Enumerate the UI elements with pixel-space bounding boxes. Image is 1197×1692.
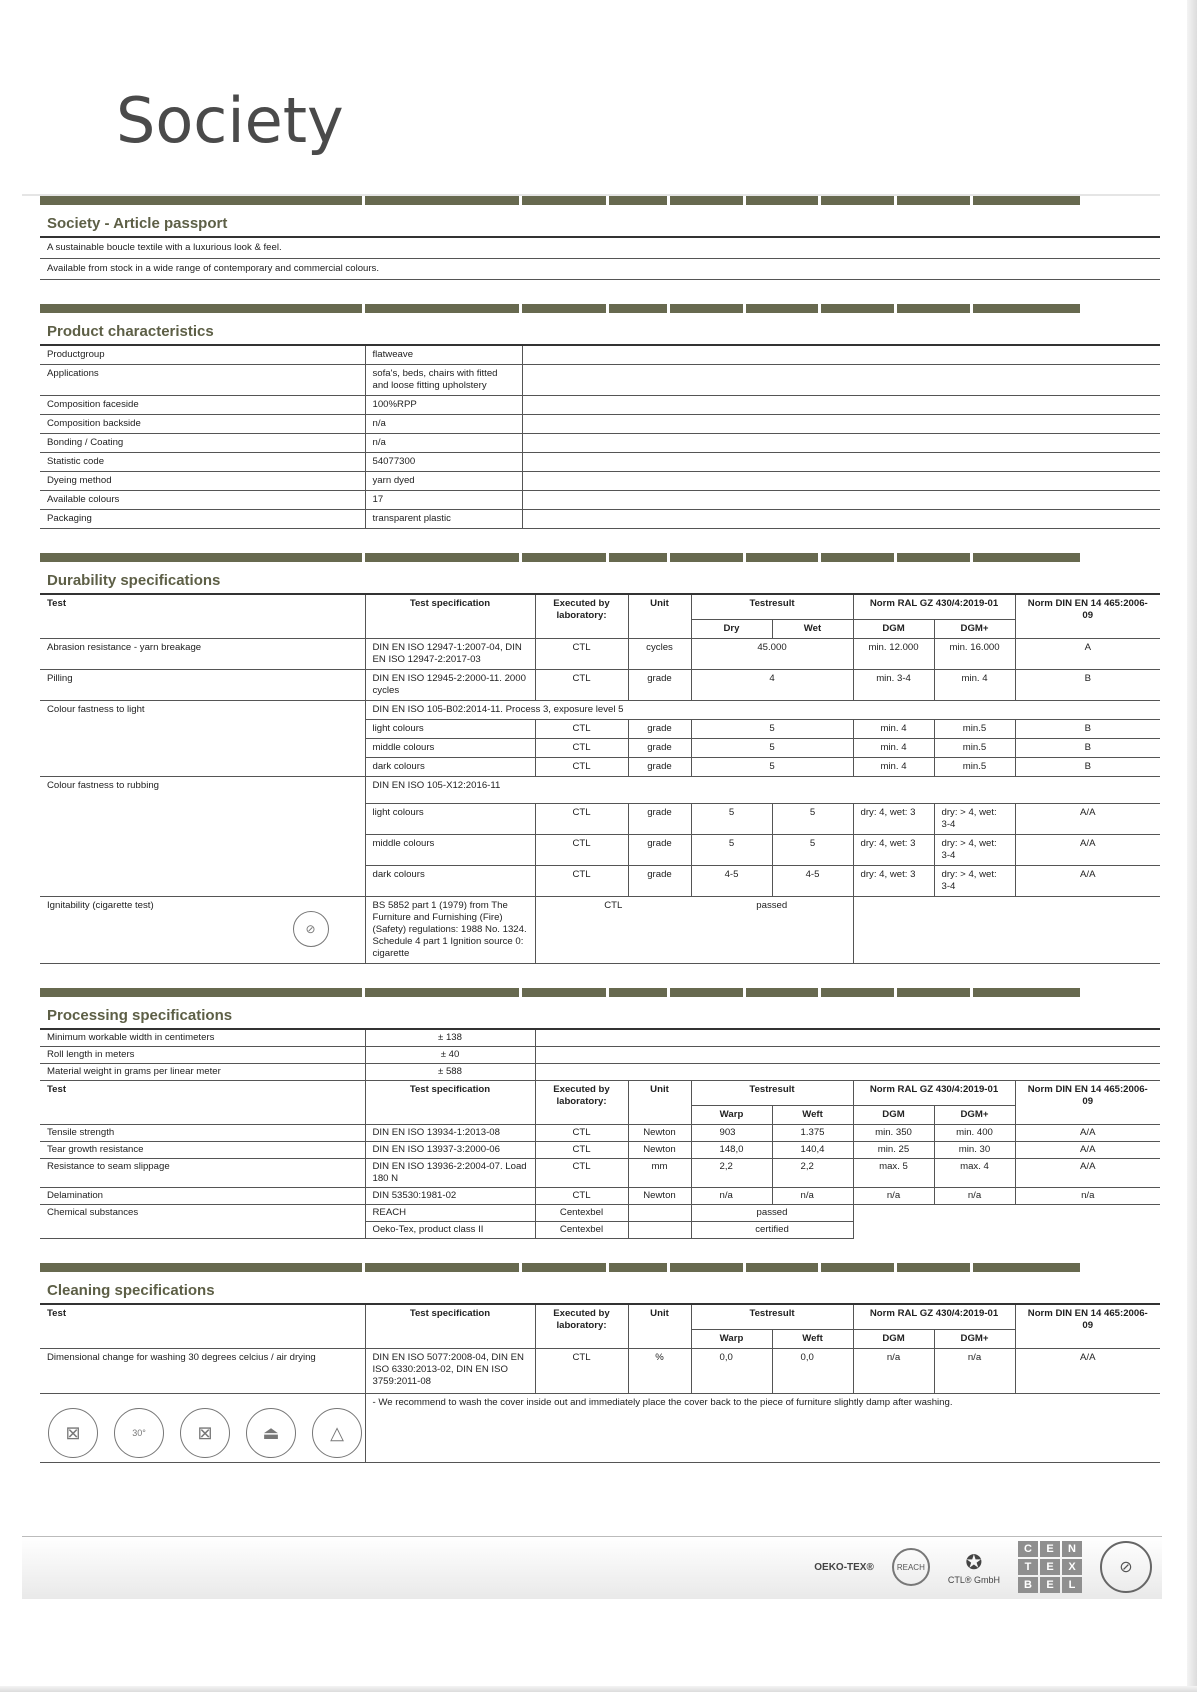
table-row xyxy=(40,1394,1160,1463)
care-icons xyxy=(40,1394,365,1458)
table-row: light colours CTL grade 5 min. 4 min.5 B xyxy=(40,720,1160,739)
product-heading: Product characteristics xyxy=(40,317,1160,346)
table-row: middle colours CTL grade 5 min. 4 min.5 B xyxy=(40,739,1160,758)
table-row: Tensile strength DIN EN ISO 13934-1:2013-08 CTL Newton 903 1.375 min. 350 min. 400 A/A xyxy=(40,1125,1160,1142)
table-row: Tear growth resistance DIN EN ISO 13937-3:2000-06 CTL Newton 148,0 140,4 min. 25 min. 30 A/A xyxy=(40,1142,1160,1159)
article-line: Available from stock in a wide range of contemporary and commercial colours. xyxy=(40,259,1160,280)
table-row: Dyeing method yarn dyed xyxy=(40,472,1160,491)
table-row: Dimensional change for washing 30 degrees celcius / air drying DIN EN ISO 5077:2008-04, DIN EN ISO 6330:2013-02, DIN EN ISO 3759:2011-08 CTL % 0,0 0,0 n/a n/a A/A xyxy=(40,1349,1160,1394)
table-row: Oeko-Tex, product class II Centexbel certified xyxy=(40,1222,1160,1239)
table-row: Material weight in grams per linear meter ± 588 xyxy=(40,1064,1160,1081)
processing-heading: Processing specifications xyxy=(40,1001,1160,1030)
centexbel-logo: C E N T E X B E L xyxy=(1018,1541,1082,1593)
care-note: - We recommend to wash the cover inside out and immediately place the cover back to the piece of furniture slightly damp after washing. xyxy=(365,1394,1160,1463)
durability-heading: Durability specifications xyxy=(40,566,1160,595)
article-line: A sustainable boucle textile with a luxurious look & feel. xyxy=(40,238,1160,259)
page-edge xyxy=(0,1686,1197,1692)
table-header-row: Test Test specification Executed by laboratory: Unit Testresult Norm RAL GZ 430/4:2019-01 Norm DIN EN 14 465:2006-09 xyxy=(40,595,1160,620)
no-bleach-icon: ⊠ xyxy=(48,1408,98,1458)
table-row: light colours CTL grade 5 5 dry: 4, wet: 3 dry: > 4, wet: 3-4 A/A xyxy=(40,804,1160,835)
table-row: Colour fastness to light DIN EN ISO 105-B02:2014-11. Process 3, exposure level 5 xyxy=(40,701,1160,720)
article-heading: Society - Article passport xyxy=(40,209,1160,238)
cigarette-test-icon: ⊘ xyxy=(1100,1541,1152,1593)
section-band xyxy=(40,1263,1160,1272)
table-row: Delamination DIN 53530:1981-02 CTL Newton n/a n/a n/a n/a n/a xyxy=(40,1188,1160,1205)
section-band xyxy=(40,988,1160,997)
iron-icon: ⏏ xyxy=(246,1408,296,1458)
table-row: dark colours CTL grade 5 min. 4 min.5 B xyxy=(40,758,1160,777)
cleaning-table: Test Test specification Executed by laboratory: Unit Testresult Norm RAL GZ 430/4:2019-01 Norm DIN EN 14 465:2006-09 Warp Weft DGM DGM+ Dimensional change for washing 30 degrees celcius / air drying DIN EN ISO 5077:2008-04, DIN EN ISO 6330:2013-02, DIN EN ISO 3759:2011-08 CTL % 0,0 0,0 n/a n/a A/A ⊠ 30° ⊠ ⏏ △ - We recommend to wash the cover inside out and immediately place the cover back to the piece of furniture slightly damp after washing. xyxy=(40,1305,1160,1463)
table-row: Resistance to seam slippage DIN EN ISO 13936-2:2004-07. Load 180 N CTL mm 2,2 2,2 max. 5 max. 4 A/A xyxy=(40,1159,1160,1188)
reach-logo: REACH xyxy=(892,1548,930,1586)
table-row: Composition faceside 100%RPP xyxy=(40,396,1160,415)
no-chemical-clean-icon: △ xyxy=(312,1408,362,1458)
no-tumble-dry-icon: ⊠ xyxy=(180,1408,230,1458)
table-row: Abrasion resistance - yarn breakage DIN EN ISO 12947-1:2007-04, DIN EN ISO 12947-2:2017-03 CTL cycles 45.000 min. 12.000 min. 16.000 A xyxy=(40,639,1160,670)
section-band xyxy=(40,196,1160,205)
table-row: Available colours 17 xyxy=(40,491,1160,510)
ctl-logo: ✪ CTL® GmbH xyxy=(947,1551,1000,1585)
table-row: dark colours CTL grade 4-5 4-5 dry: 4, wet: 3 dry: > 4, wet: 3-4 A/A xyxy=(40,866,1160,897)
table-row: Chemical substances REACH Centexbel passed xyxy=(40,1205,1160,1222)
document-title: Society xyxy=(116,84,344,157)
processing-table: Minimum workable width in centimeters ± 138 Roll length in meters ± 40 Material weight in grams per linear meter ± 588 Test Test specification Executed by laboratory: Unit Testresult Norm RAL GZ 430/4:2019-01 Norm DIN EN 14 465:2006-09 Warp Weft DGM DGM+ Tensile strength DIN EN ISO 13934-1:2013-08 CTL Newton 903 1.375 min. 350 min. 400 A/A Tear growth resistance DIN EN ISO 13937-3:2000-06 CTL Newton 148,0 140,4 min. 25 min. 30 A/A Resistance to seam slippage DIN EN ISO 13936-2:2004-07. Load 180 N CTL mm 2,2 2,2 max. 5 max. 4 A/A Delamination DIN 53530:1981-02 CTL Newton n/a n/a n/a n/a n/a Chemical substances REACH Centexbel passed Oeko-Tex, product class II Centexbel certified xyxy=(40,1030,1160,1239)
section-band xyxy=(40,304,1160,313)
cleaning-heading: Cleaning specifications xyxy=(40,1276,1160,1305)
table-row: Minimum workable width in centimeters ± 138 xyxy=(40,1030,1160,1047)
table-row: Pilling DIN EN ISO 12945-2:2000-11. 2000 cycles CTL grade 4 min. 3-4 min. 4 B xyxy=(40,670,1160,701)
section-band xyxy=(40,553,1160,562)
page-edge xyxy=(1187,0,1197,1692)
product-table xyxy=(40,346,1160,529)
wash-30-icon: 30° xyxy=(114,1408,164,1458)
certification-footer xyxy=(22,1536,1162,1599)
oeko-tex-logo: OEKO-TEX® xyxy=(814,1561,874,1573)
table-row: Ignitability (cigarette test) ⊘ BS 5852 part 1 (1979) from The Furniture and Furnishing (Fire) (Safety) regulations: 1988 No. 1324. Schedule 4 part 1 Ignition source 0: cigarette CTL passed xyxy=(40,897,1160,964)
table-row: Colour fastness to rubbing DIN EN ISO 105-X12:2016-11 xyxy=(40,777,1160,804)
no-smoking-icon: ⊘ xyxy=(293,911,329,947)
table-row: Packaging transparent plastic xyxy=(40,510,1160,529)
article-description xyxy=(40,238,1160,280)
article-sheet xyxy=(40,196,1160,1463)
table-row: Productgroup flatweave xyxy=(40,346,1160,365)
table-row: middle colours CTL grade 5 5 dry: 4, wet: 3 dry: > 4, wet: 3-4 A/A xyxy=(40,835,1160,866)
durability-table: Test Test specification Executed by laboratory: Unit Testresult Norm RAL GZ 430/4:2019-01 Norm DIN EN 14 465:2006-09 Dry Wet DGM DGM+ Abrasion resistance - yarn breakage DIN EN ISO 12947-1:2007-04, DIN EN ISO 12947-2:2017-03 CTL cycles 45.000 min. 12.000 min. 16.000 A Pilling DIN EN ISO 12945-2:2000-11. 2000 cycles CTL grade 4 min. 3-4 min. 4 B Colour fastness to light DIN EN ISO 105-B02:2014-11. Process 3, exposure level 5 light colours CTL grade 5 min. 4 min.5 B middle colours CTL grade 5 min. 4 min.5 B dark colours CTL grade 5 min. 4 min.5 B Colour fastness to rubbing DIN EN ISO 105-X12:2016-11 light colours CTL grade 5 5 dry: 4, wet: 3 dry: > 4, wet: 3-4 A/A middle colours CTL grade 5 5 dry: 4, wet: 3 dry: > 4, wet: 3-4 A/A dark colours CTL grade 4-5 4-5 dry: 4, wet: 3 dry: > 4, wet: 3-4 A/A Ignitability (cigarette test) ⊘ BS 5852 part 1 (1979) from The Furniture and Furnishing (Fire) (Safety) regulations: 1988 No. 1324. Schedule 4 part 1 Ignition source 0: cigarette CTL passed xyxy=(40,595,1160,964)
table-header-row: Test Test specification Executed by laboratory: Unit Testresult Norm RAL GZ 430/4:2019-01 Norm DIN EN 14 465:2006-09 xyxy=(40,1081,1160,1106)
table-row: Bonding / Coating n/a xyxy=(40,434,1160,453)
table-row: Statistic code 54077300 xyxy=(40,453,1160,472)
table-row: Roll length in meters ± 40 xyxy=(40,1047,1160,1064)
table-header-row: Test Test specification Executed by laboratory: Unit Testresult Norm RAL GZ 430/4:2019-01 Norm DIN EN 14 465:2006-09 xyxy=(40,1305,1160,1330)
table-row: Applications sofa's, beds, chairs with fitted and loose fitting upholstery xyxy=(40,365,1160,396)
table-row: Composition backside n/a xyxy=(40,415,1160,434)
